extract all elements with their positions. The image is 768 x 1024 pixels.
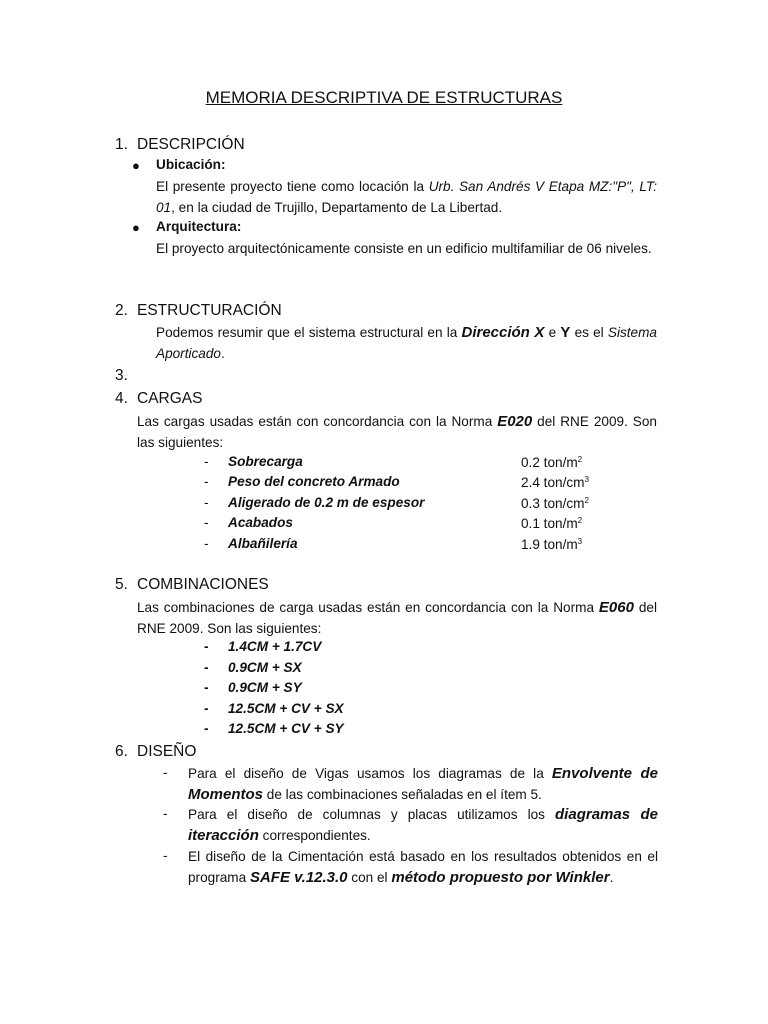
text-run: e	[544, 325, 561, 340]
dash-bullet: -	[204, 515, 209, 530]
load-exponent: 2	[577, 455, 583, 464]
arquitectura-text: El proyecto arquitectónicamente consiste en un edificio multifamiliar de 06 niveles.	[156, 241, 652, 256]
text-run: Las combinaciones de carga usadas están en concordancia con la Norma	[137, 600, 599, 615]
bullet-icon: ●	[132, 158, 140, 173]
load-name: Aligerado de 0.2 m de espesor	[228, 495, 425, 510]
dash-bullet: -	[163, 806, 168, 821]
section-1-heading	[115, 136, 245, 154]
text-run: con el	[347, 869, 392, 885]
text-run: del RNE 2009. Son las siguientes:	[137, 600, 657, 636]
cargas-intro	[137, 412, 657, 453]
section-title: DESCRIPCIÓN	[137, 136, 245, 153]
ubicacion-text	[156, 177, 657, 218]
load-value-text: 0.2 ton/m	[521, 455, 578, 470]
combination-item: 0.9CM + SX	[228, 660, 302, 675]
envolvente-momentos: Envolvente de Momentos	[188, 765, 658, 803]
direction-y: Y	[560, 324, 571, 341]
section-4-heading	[115, 390, 202, 408]
text-run: Podemos resumir que el sistema estructural en la	[156, 325, 462, 340]
text-run: .	[221, 345, 225, 361]
load-value-text: 0.1 ton/m	[521, 516, 578, 531]
load-exponent: 3	[577, 537, 583, 546]
combination-item: 12.5CM + CV + SY	[228, 721, 344, 736]
text-run: Las cargas usadas están con concordancia con la Norma	[137, 414, 498, 429]
combination-item: 1.4CM + 1.7CV	[228, 639, 322, 654]
norma-e020: E020	[497, 413, 533, 430]
section-5-heading	[115, 576, 269, 594]
dash-bullet: -	[204, 721, 209, 736]
dash-bullet: -	[204, 536, 209, 551]
combination-item: 0.9CM + SY	[228, 680, 302, 695]
dash-bullet: -	[204, 495, 209, 510]
section-number: 5.	[115, 576, 128, 593]
ubicacion-label: Ubicación:	[156, 157, 226, 172]
load-value	[521, 537, 582, 552]
structural-system: Sistema Aporticado	[156, 325, 657, 361]
load-value-text: 2.4 ton/cm	[521, 475, 585, 490]
load-value-text: 1.9 ton/m	[521, 537, 578, 552]
load-exponent: 3	[584, 475, 589, 484]
load-exponent: 2	[584, 496, 589, 505]
load-value-text: 0.3 ton/cm	[521, 496, 585, 511]
dash-bullet: -	[204, 474, 209, 489]
section-number: 6.	[115, 743, 128, 760]
text-run: El diseño de la Cimentación está basado en los resultados obtenidos en el programa	[188, 849, 658, 885]
arquitectura-label: Arquitectura:	[156, 219, 242, 234]
section-number: 1.	[115, 136, 128, 153]
load-value	[521, 496, 589, 511]
text-run: .	[609, 869, 614, 885]
text-run: de las combinaciones señaladas en el ítem 5.	[263, 786, 542, 802]
norma-e060: E060	[598, 599, 634, 616]
load-exponent: 2	[577, 516, 583, 525]
dash-bullet: -	[204, 680, 209, 695]
document-title: MEMORIA DESCRIPTIVA DE ESTRUCTURAS	[205, 88, 563, 107]
dash-bullet: -	[204, 660, 209, 675]
diseno-vigas-text	[188, 764, 658, 805]
dash-bullet: -	[163, 848, 168, 863]
text-run: El presente proyecto tiene como locación la	[156, 179, 429, 194]
section-3-heading	[115, 367, 137, 385]
section-number: 4.	[115, 390, 128, 407]
section-title: CARGAS	[137, 390, 203, 407]
load-value	[521, 516, 582, 531]
text-run: , en la ciudad de Trujillo, Departamento de La Libertad.	[171, 199, 503, 215]
section-title: ESTRUCTURACIÓN	[137, 302, 282, 319]
load-value	[521, 475, 589, 490]
dash-bullet: -	[204, 639, 209, 654]
combination-item: 12.5CM + CV + SX	[228, 701, 344, 716]
section-number: 3.	[115, 367, 128, 384]
safe-version: SAFE v.12.3.0	[249, 868, 348, 886]
section-6-heading	[115, 743, 196, 761]
section-2-heading	[115, 302, 282, 320]
dash-bullet: -	[204, 454, 209, 469]
combinaciones-intro	[137, 598, 657, 639]
metodo-winkler: método propuesto por Winkler	[391, 868, 610, 886]
diseno-cimentacion-text	[188, 847, 658, 888]
direction-x: Dirección X	[461, 324, 545, 341]
load-value	[521, 455, 582, 470]
estructuracion-text	[156, 323, 657, 364]
load-name: Peso del concreto Armado	[228, 474, 400, 489]
dash-bullet: -	[204, 701, 209, 716]
load-name: Sobrecarga	[228, 454, 303, 469]
text-run: Para el diseño de columnas y placas utilizamos los	[188, 807, 556, 822]
text-run: Para el diseño de Vigas usamos los diagramas de la	[188, 766, 552, 781]
section-title: DISEÑO	[137, 743, 197, 760]
section-title: COMBINACIONES	[137, 576, 269, 593]
load-name: Acabados	[228, 515, 293, 530]
location-address: Urb. San Andrés V Etapa MZ:"P", LT: 01	[156, 179, 657, 215]
text-run: es el	[570, 325, 608, 340]
section-number: 2.	[115, 302, 128, 319]
diagramas-iteraccion: diagramas de iteracción	[188, 806, 658, 844]
load-name: Albañilería	[228, 536, 298, 551]
text-run: del RNE 2009. Son las siguientes:	[137, 414, 657, 450]
diseno-columnas-text	[188, 805, 658, 846]
dash-bullet: -	[163, 765, 168, 780]
bullet-icon: ●	[132, 220, 140, 235]
text-run: correspondientes.	[258, 827, 371, 843]
